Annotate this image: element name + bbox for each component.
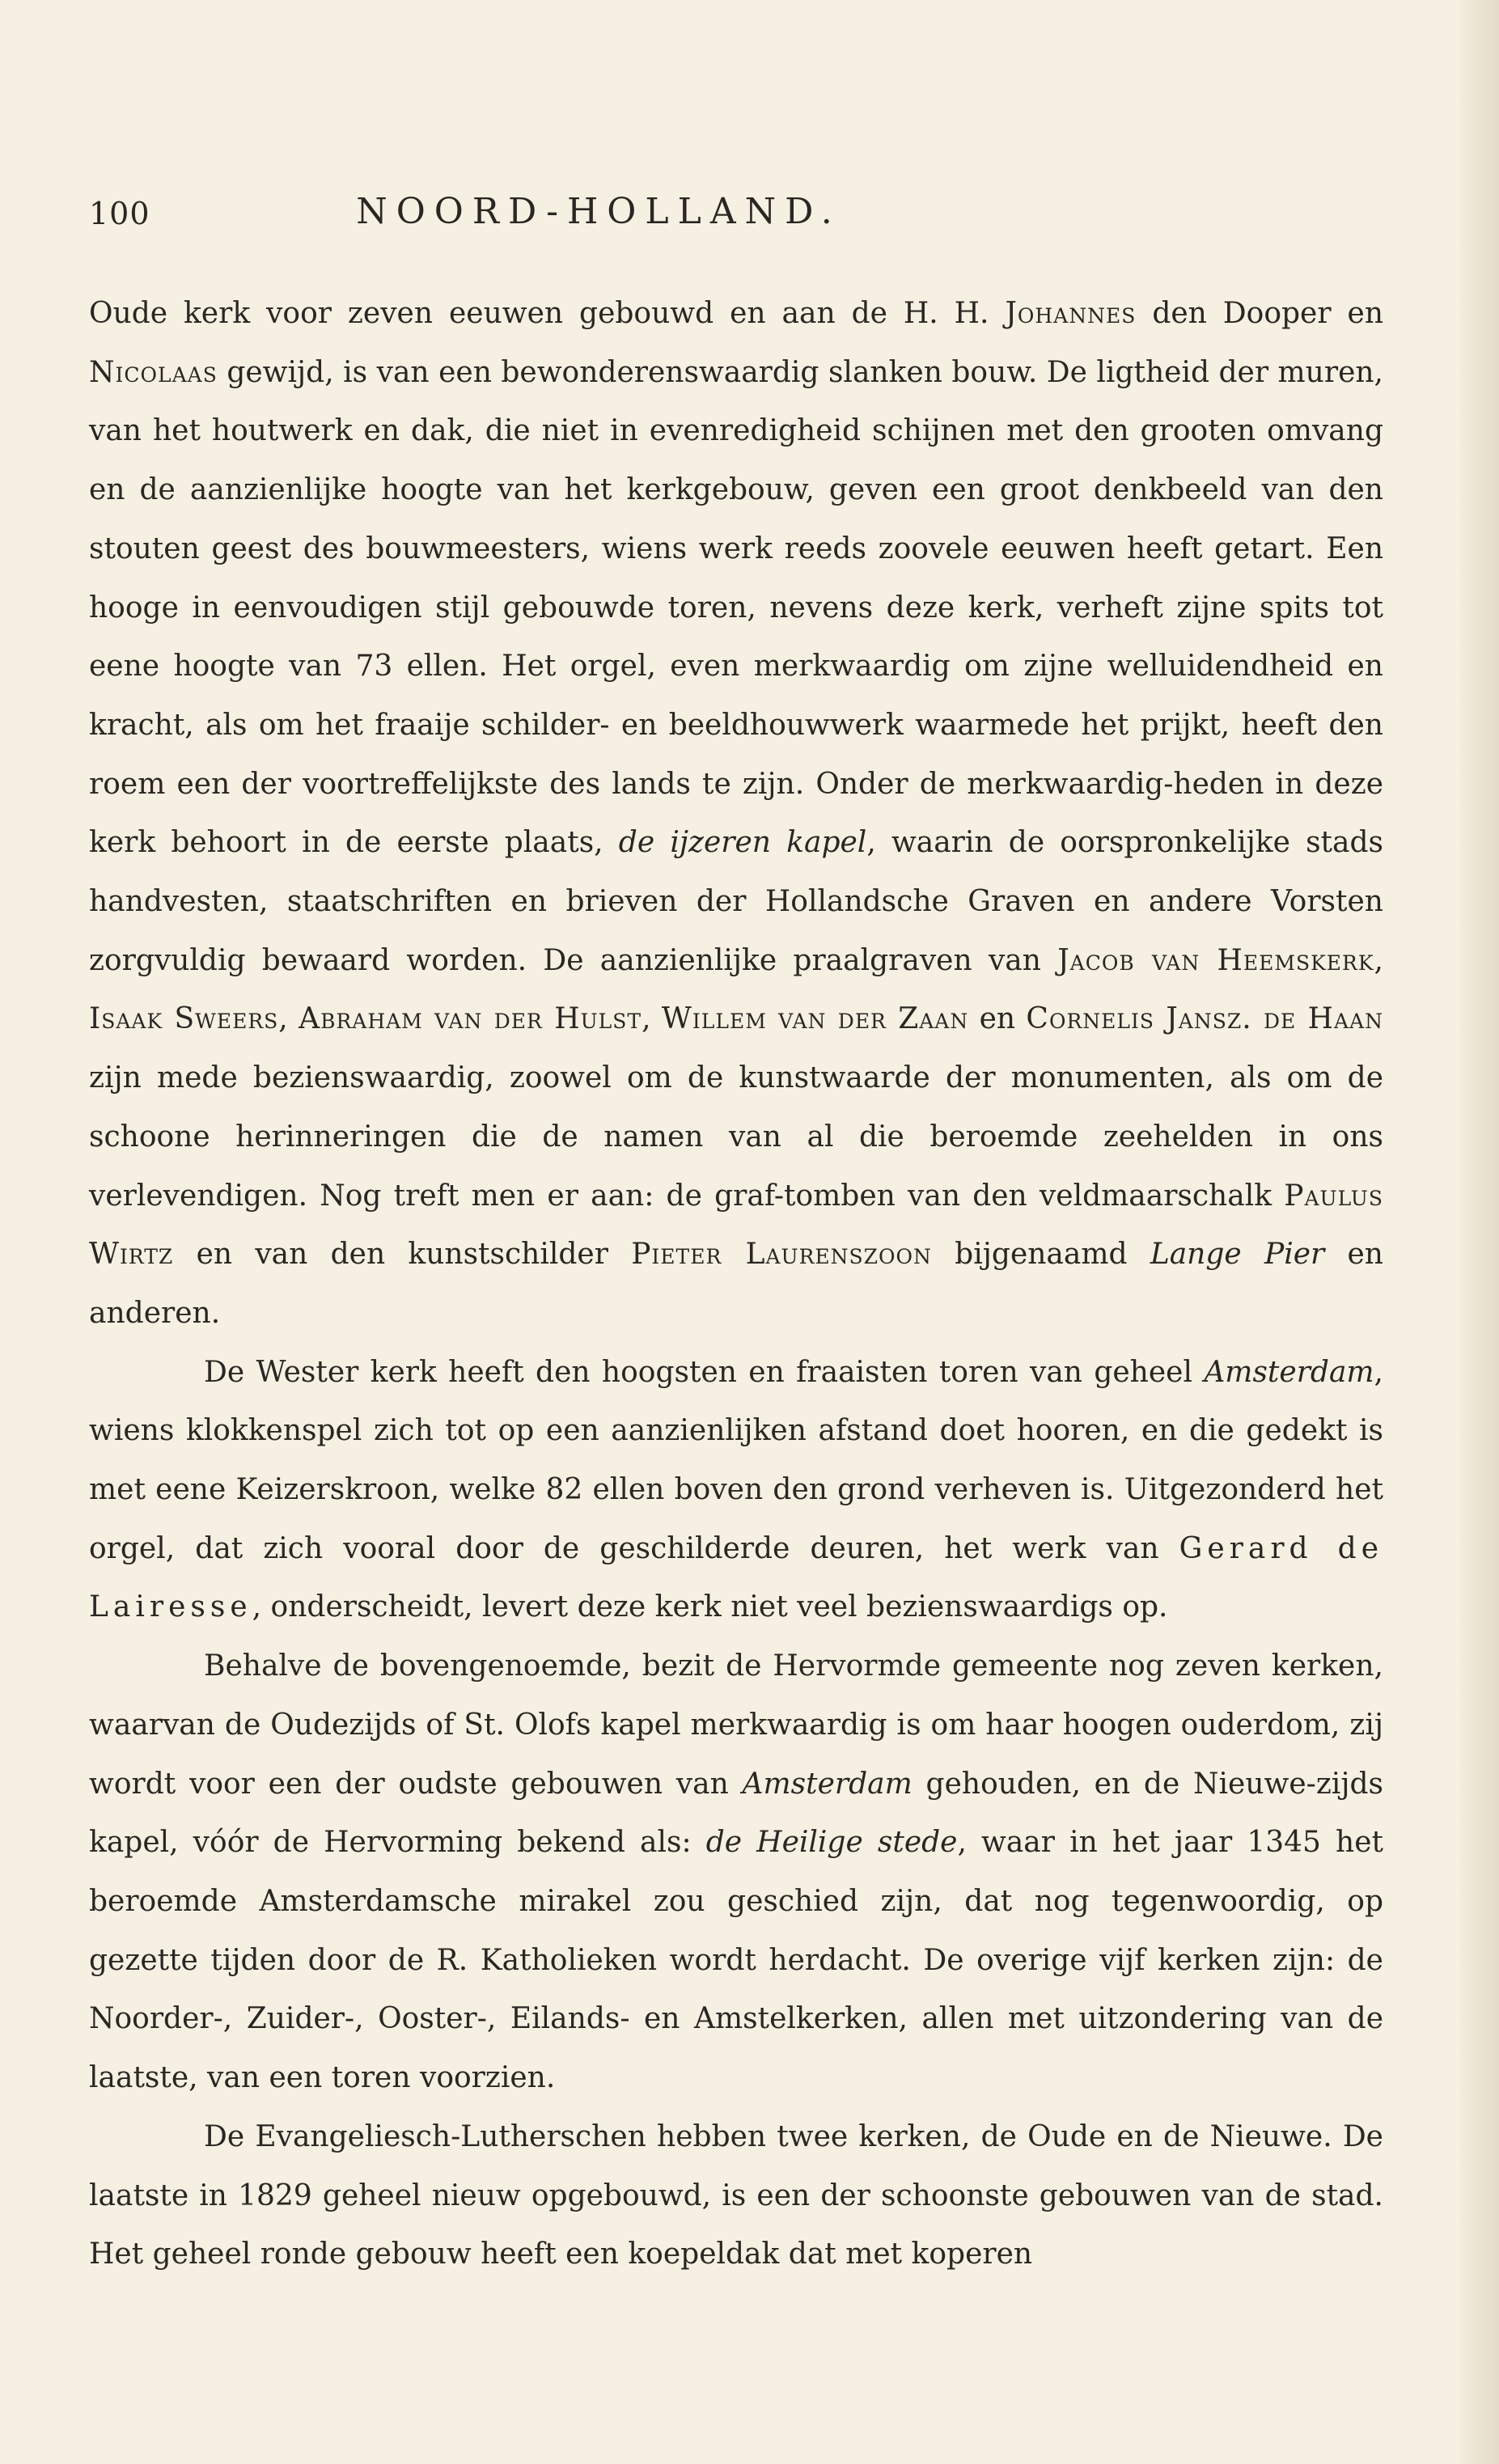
person-name: Willem van der Zaan	[661, 1002, 969, 1036]
text-run: en	[968, 1002, 1027, 1036]
paragraph-2	[89, 1344, 1383, 1638]
person-name: Nicolaas	[89, 355, 218, 389]
italic-term: Lange Pier	[1150, 1238, 1325, 1272]
italic-term: de Heilige stede	[705, 1826, 958, 1860]
italic-term: Amsterdam	[742, 1767, 913, 1801]
italic-term: de ijzeren kapel	[618, 826, 867, 860]
text-run: gewijd, is van een bewonderenswaardig slanken bouw. De ligtheid der muren, van het houtwerk en dak, die niet in evenredigheid schijnen met den grooten omvang en de aanzienlijke hoogte van het kerkgebouw, geven een groot denkbeeld van den stouten geest des bouwmeesters, wiens werk reeds zoovele eeuwen heeft getart. Een hooge in eenvoudigen stijl gebouwde toren, nevens deze kerk, verheft zijne spits tot eene hoogte van 73 ellen. Het orgel, even merkwaardig om zijne welluidendheid en kracht, als om het fraaije schilder- en beeldhouwwerk waarmede het prijkt, heeft den roem een der voortreffelijkste des lands te zijn. Onder de merkwaardig-heden in deze kerk behoort in de eerste plaats,	[89, 355, 1383, 860]
person-name: Jacob van Heemskerk	[1057, 943, 1374, 977]
text-run: , waar in het jaar 1345 het beroemde Amsterdamsche mirakel zou geschied zijn, dat nog tegenwoordig, op gezette tijden door de R. Katholieken wordt herdacht. De overige vijf kerken zijn: de Noorder-, Zuider-, Ooster-, Eilands- en Amstelkerken, allen met uitzondering van de laatste, van een toren voorzien.	[89, 1826, 1384, 2095]
text-run: ,	[1374, 943, 1383, 977]
text-run: ,	[278, 1002, 299, 1036]
spaced-name: Gerard de Lairesse	[89, 1531, 1384, 1624]
text-run: en van den kunstschilder	[173, 1238, 632, 1272]
text-body	[89, 285, 1383, 2284]
text-run: ,	[642, 1002, 662, 1036]
text-run: , wiens klokkenspel zich tot op een aanzienlijken afstand doet hooren, en die gedekt is met eene Keizerskroon, welke 82 ellen boven den grond verheven is. Uitgezonderd het orgel, dat zich vooral door de geschilderde deuren, het werk van	[89, 1355, 1383, 1565]
text-run: , onderscheidt, levert deze kerk niet veel bezienswaardigs op.	[252, 1590, 1168, 1624]
person-name: Isaak Sweers	[89, 1002, 279, 1036]
text-run: en anderen.	[89, 1238, 1383, 1330]
text-run: , waarin de oorspronkelijke stads handvesten, staatschriften en brieven der Hollandsche Graven en andere Vorsten zorgvuldig bewaard worden. De aanzienlijke praalgraven van	[89, 826, 1383, 977]
running-head	[89, 184, 1416, 249]
text-run: De Evangeliesch-Lutherschen hebben twee kerken, de Oude en de Nieuwe. De laatste in 1829 geheel nieuw opgebouwd, is een der schoonste gebouwen van de stad. Het geheel ronde gebouw heeft een koepeldak dat met koperen	[89, 2119, 1383, 2271]
text-run: bijgenaamd	[931, 1238, 1150, 1272]
person-name: Cornelis Jansz. de Haan	[1026, 1002, 1383, 1036]
italic-term: Amsterdam	[1204, 1355, 1374, 1389]
person-name: Abraham van der Hulst	[299, 1002, 642, 1036]
page-title: NOORD-HOLLAND.	[356, 191, 841, 232]
paragraph-1	[89, 285, 1383, 1344]
text-run: De Wester kerk heeft den hoogsten en fraaisten toren van geheel	[204, 1355, 1205, 1389]
text-run: Behalve de bovengenoemde, bezit de Hervormde gemeente nog zeven kerken, waarvan de Oudezijds of St. Olofs kapel merkwaardig is om haar hoogen ouderdom, zij wordt voor een der oudste gebouwen van	[89, 1649, 1383, 1801]
page-number: 100	[89, 196, 150, 231]
text-run: Oude kerk voor zeven eeuwen gebouwd en aan de H. H.	[89, 297, 1006, 330]
person-name: Pieter Laurenszoon	[631, 1238, 932, 1272]
paragraph-3	[89, 1637, 1383, 2108]
paragraph-4	[89, 2108, 1383, 2284]
page-edge	[1460, 0, 1499, 2464]
person-name: Johannes	[1005, 297, 1137, 330]
text-run: gehouden, en de Nieuwe-zijds kapel, vóór de Hervorming bekend als:	[89, 1767, 1383, 1860]
person-name: Paulus Wirtz	[89, 1179, 1383, 1272]
text-run: den Dooper en	[1136, 297, 1384, 330]
text-run: zijn mede bezienswaardig, zoowel om de kunstwaarde der monumenten, als om de schoone herinneringen die de namen van al die beroemde zeehelden in ons verlevendigen. Nog treft men er aan: de graf-tomben van den veldmaarschalk	[89, 1061, 1383, 1213]
